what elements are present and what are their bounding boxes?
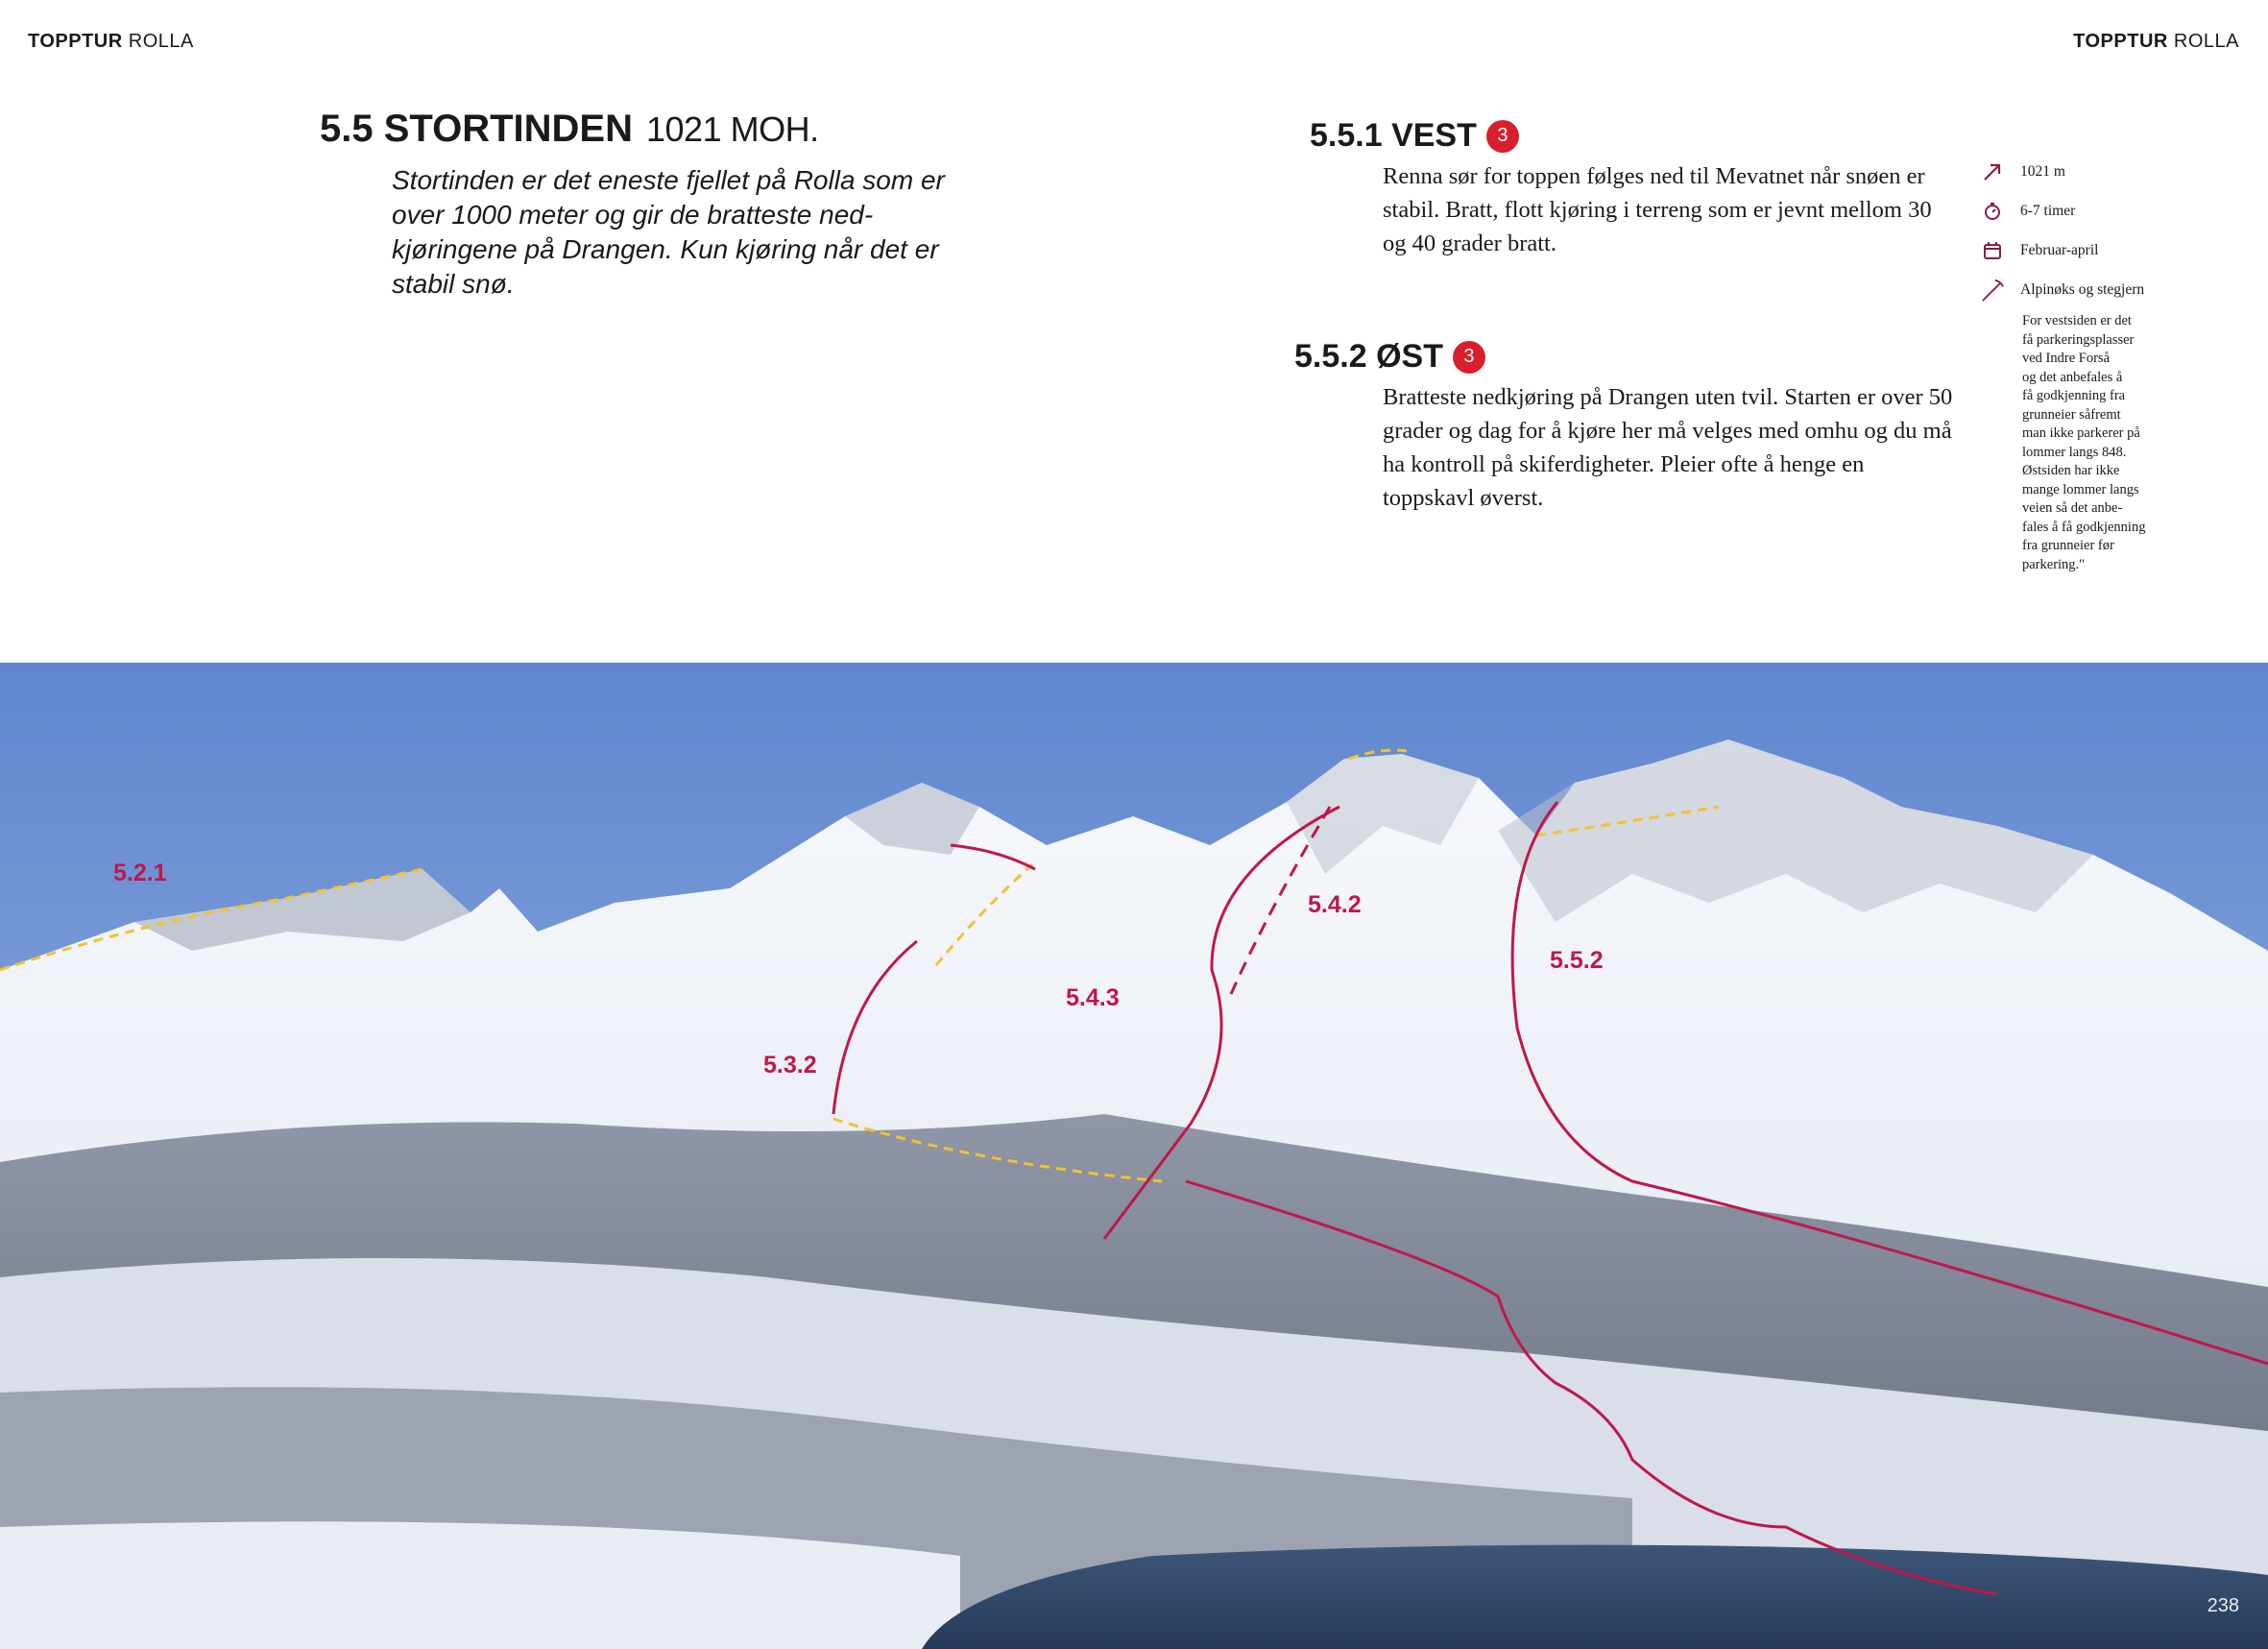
route-title-ost: 5.5.2 ØST — [1294, 338, 1443, 375]
running-head-left-light: ROLLA — [128, 31, 194, 52]
article-intro: Stortinden er det eneste fjellet på Rolla som er over 1000 meter og gir de bratteste ned-kjøringene på Drangen. Kun kjøring når det er stabil snø. — [392, 165, 945, 299]
page-number-right: 238 — [2207, 1595, 2239, 1616]
route-title-vest: 5.5.1 VEST — [1310, 117, 1477, 154]
grade-badge-vest: 3 — [1486, 120, 1519, 153]
running-head-left — [28, 31, 194, 53]
route-label-5-5-2: 5.5.2 — [1550, 947, 1604, 974]
article-title-text: 5.5 STORTINDEN — [320, 108, 633, 150]
route-label-5-2-1: 5.2.1 — [113, 860, 167, 886]
fact-duration — [1980, 191, 2172, 230]
parking-note: For vestsiden er det få parkeringsplasser ved Indre Forså og det anbefales å få godkjenning fra grunneier såfremt man ikke parkerer på lommer langs 848. Østsiden har ikke mange lommer langs veien så det anbe- fales å få godkjenning fra grunneier før parkering." — [2022, 313, 2146, 572]
fact-equipment-text: Alpinøks og stegjern — [2020, 280, 2145, 298]
route-label-5-4-3: 5.4.3 — [1066, 984, 1120, 1011]
route-heading-ost — [1294, 338, 1485, 376]
calendar-icon — [1980, 238, 2005, 263]
fact-altitude — [1980, 152, 2172, 191]
fact-box — [1980, 152, 2172, 309]
article-altitude: 1021 MOH. — [646, 109, 819, 149]
fact-altitude-text: 1021 m — [2020, 162, 2065, 180]
route-label-5-3-2: 5.3.2 — [763, 1052, 817, 1079]
fact-season-text: Februar-april — [2020, 241, 2099, 258]
route-label-5-4-2: 5.4.2 — [1308, 891, 1362, 918]
page-number-left: 237 — [29, 1595, 61, 1616]
route-heading-vest — [1310, 117, 1519, 155]
fact-duration-text: 6-7 timer — [2020, 202, 2076, 219]
arrow-up-icon — [1980, 159, 2005, 184]
fact-equipment — [1980, 270, 2172, 309]
running-head-right-light: ROLLA — [2173, 31, 2239, 52]
ice-axe-icon — [1980, 278, 2005, 303]
route-text-vest: Renna sør for toppen følges ned til Mevatnet når snøen er stabil. Bratt, flott kjøring i terreng som er jevnt mellom 30 og 40 grader bratt. — [1383, 163, 1932, 256]
running-head-left-bold: TOPPTUR — [28, 31, 123, 52]
running-head-right — [2073, 31, 2239, 53]
fact-season — [1980, 230, 2172, 270]
article-title — [320, 108, 819, 151]
clock-icon — [1980, 199, 2005, 224]
mountain-photo — [0, 663, 2268, 1649]
running-head-right-bold: TOPPTUR — [2073, 31, 2168, 52]
grade-badge-ost: 3 — [1453, 341, 1485, 374]
route-text-ost: Bratteste nedkjøring på Drangen uten tvil. Starten er over 50 grader og dag for å kjøre her må velges med omhu og du må ha kontroll på skiferdigheter. Pleier ofte å henge en toppskavl øverst. — [1383, 384, 1953, 511]
